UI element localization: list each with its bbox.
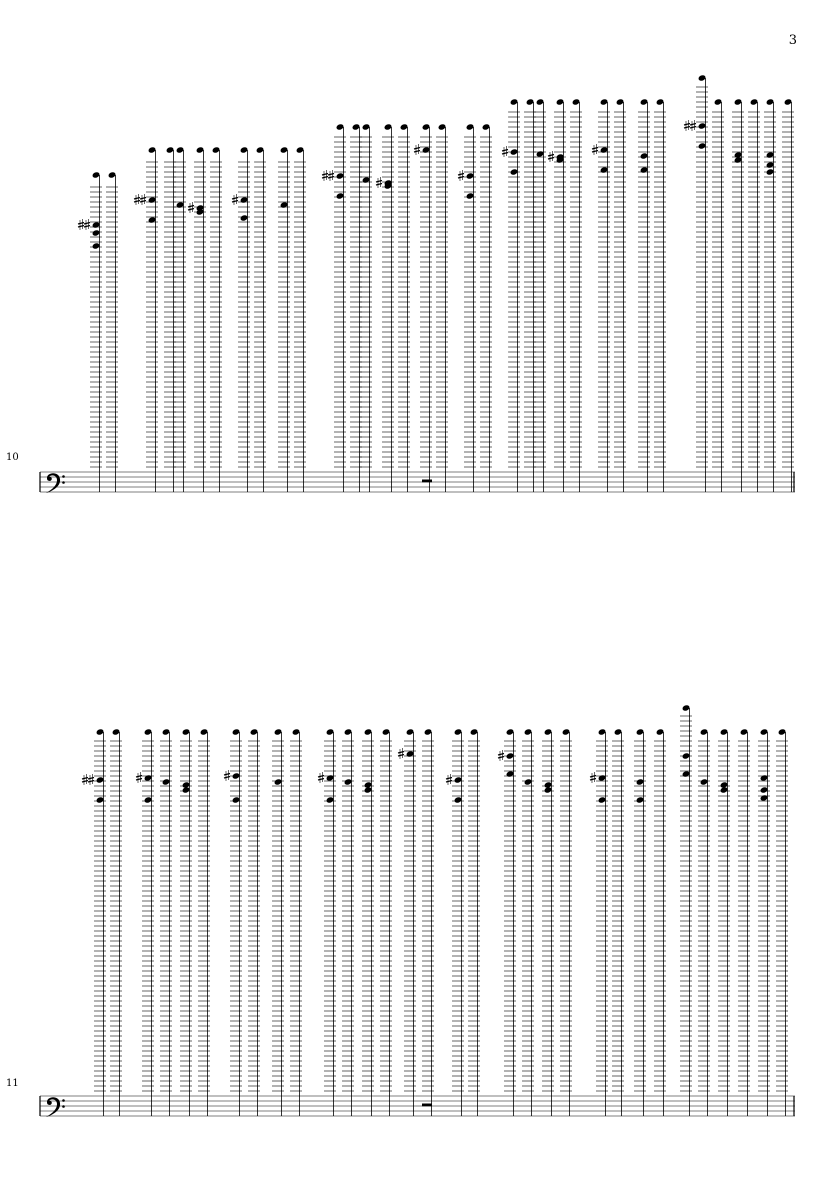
accidental-stroke: [82, 781, 88, 783]
note-column: [718, 728, 730, 1116]
notehead: [182, 728, 191, 735]
notehead: [506, 770, 515, 777]
accidental-stroke: [88, 781, 94, 783]
accidental-stroke: [398, 755, 404, 757]
notehead: [700, 778, 709, 785]
note-column: [136, 728, 154, 1116]
notehead: [326, 796, 335, 803]
notehead: [344, 778, 353, 785]
notehead: [274, 728, 283, 735]
notehead: [406, 750, 415, 757]
notehead: [406, 728, 415, 735]
notehead: [760, 794, 769, 801]
notehead: [470, 728, 479, 735]
note-column: [522, 728, 534, 1116]
notehead: [162, 778, 171, 785]
accidental-stroke: [136, 779, 142, 781]
note-column: [110, 728, 122, 1116]
notehead: [506, 728, 515, 735]
notehead: [162, 728, 171, 735]
accidental-stroke: [498, 757, 504, 759]
note-column: [290, 728, 302, 1116]
notehead: [636, 796, 645, 803]
sharp-icon: [82, 774, 88, 785]
note-column: [776, 728, 788, 1116]
note-column: [224, 728, 242, 1116]
accidental-stroke: [224, 777, 230, 779]
measure-number-10: 10: [6, 452, 19, 463]
notehead: [682, 704, 691, 711]
accidental-stroke: [224, 774, 230, 776]
notehead: [144, 774, 153, 781]
accidental-stroke: [446, 778, 452, 780]
sharp-icon: [136, 772, 142, 783]
system-group: [40, 704, 795, 1117]
notehead: [506, 752, 515, 759]
notehead: [292, 728, 301, 735]
notehead: [544, 728, 553, 735]
accidental-stroke: [498, 754, 504, 756]
notehead: [182, 786, 191, 793]
notehead: [720, 728, 729, 735]
note-column: [612, 728, 624, 1116]
clef-dot: [62, 1099, 65, 1102]
notehead: [232, 772, 241, 779]
staff-lines: [40, 1096, 795, 1116]
note-column: [398, 728, 416, 1116]
bass-clef-icon: [46, 1097, 65, 1117]
notehead: [682, 752, 691, 759]
notehead: [200, 728, 209, 735]
notehead: [250, 728, 259, 735]
notehead: [326, 728, 335, 735]
note-column: [318, 728, 336, 1116]
notehead: [760, 786, 769, 793]
note-column: [160, 728, 172, 1116]
clef-dot: [62, 1105, 65, 1108]
note-column: [342, 728, 354, 1116]
sharp-icon: [398, 748, 404, 759]
notehead: [454, 728, 463, 735]
accidental-stroke: [318, 776, 324, 778]
notehead: [144, 796, 153, 803]
notehead: [144, 728, 153, 735]
note-column: [362, 728, 374, 1116]
accidental-stroke: [590, 776, 596, 778]
notehead: [326, 774, 335, 781]
sharp-icon: [88, 774, 94, 785]
notehead: [382, 728, 391, 735]
notehead: [760, 774, 769, 781]
notehead: [700, 728, 709, 735]
sharp-icon: [590, 772, 596, 783]
measure-number-11: 11: [6, 1078, 19, 1089]
note-column: [272, 728, 284, 1116]
notehead: [112, 728, 121, 735]
notehead: [96, 796, 105, 803]
note-column: [634, 728, 646, 1116]
notehead: [720, 786, 729, 793]
notehead: [274, 778, 283, 785]
notehead: [760, 728, 769, 735]
sharp-icon: [318, 772, 324, 783]
notehead: [96, 728, 105, 735]
note-column: [498, 728, 516, 1116]
note-column: [680, 704, 692, 1116]
notehead: [524, 728, 533, 735]
notehead: [96, 776, 105, 783]
note-column: [560, 728, 572, 1116]
notehead: [636, 778, 645, 785]
notehead: [598, 796, 607, 803]
accidental-stroke: [82, 778, 88, 780]
accidental-stroke: [318, 779, 324, 781]
notehead: [544, 786, 553, 793]
notehead: [364, 786, 373, 793]
note-column: [542, 728, 554, 1116]
notehead: [232, 728, 241, 735]
notehead: [598, 774, 607, 781]
accidental-stroke: [398, 752, 404, 754]
note-column: [248, 728, 260, 1116]
notehead: [454, 796, 463, 803]
notehead: [344, 728, 353, 735]
note-column: [738, 728, 750, 1116]
accidental-stroke: [446, 781, 452, 783]
notehead: [614, 728, 623, 735]
half-rest-icon: [422, 1104, 432, 1107]
note-column: [82, 728, 106, 1116]
note-column: [468, 728, 480, 1116]
note-column: [590, 728, 608, 1116]
note-column: [698, 728, 710, 1116]
notehead: [682, 770, 691, 777]
accidental-stroke: [590, 779, 596, 781]
notehead: [454, 776, 463, 783]
note-column: [758, 728, 770, 1116]
notehead: [524, 778, 533, 785]
notehead: [364, 728, 373, 735]
natural-icon: [224, 770, 230, 781]
notehead: [740, 728, 749, 735]
note-column: [198, 728, 210, 1116]
note-column: [380, 728, 392, 1116]
notehead: [562, 728, 571, 735]
note-column: [422, 728, 434, 1116]
notehead: [598, 728, 607, 735]
notehead: [656, 728, 665, 735]
notehead: [232, 796, 241, 803]
notehead: [424, 728, 433, 735]
sharp-icon: [498, 750, 504, 761]
natural-icon: [446, 774, 452, 785]
note-column: [654, 728, 666, 1116]
notehead: [636, 728, 645, 735]
note-column: [446, 728, 464, 1116]
clef-body: [46, 1097, 60, 1117]
note-column: [180, 728, 192, 1116]
accidental-stroke: [88, 778, 94, 780]
page-number: 3: [788, 33, 797, 48]
note-columns: [82, 704, 788, 1116]
accidental-stroke: [136, 776, 142, 778]
